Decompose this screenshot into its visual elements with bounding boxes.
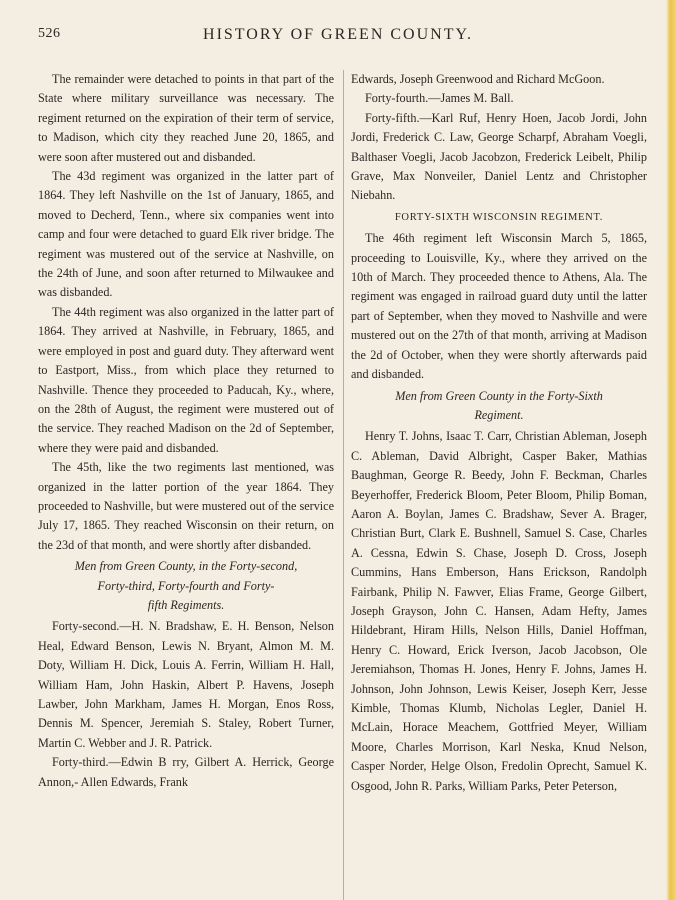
paragraph: The 43d regiment was organized in the latter part of 1864. They left Nashville on the 1st of January, 1865, and moved to Decherd, Tenn., where six companies went into camp and four were detached to guard Elk river bridge. The regiment was mustered out of the service at Nashville, on the 24th of June, and soon after returned to Milwaukee and was disbanded. bbox=[38, 169, 334, 300]
left-column bbox=[38, 70, 334, 792]
subheading-men-42-45 bbox=[38, 557, 334, 615]
right-column bbox=[351, 70, 647, 796]
subheading-line: Men from Green County, in the Forty-second, bbox=[74, 559, 298, 574]
roster-paragraph: Forty-second.—H. N. Bradshaw, E. H. Benson, Nelson Heal, Edward Benson, Lewis N. Bryant, Almon M. M. Doty, William H. Dick, Louis A. Ferrin, William H. Hall, William Ham, John Haskin, Albert P. Havens, Joseph Lawber, John Markham, James H. Morgan, Enos Ross, Dennis M. Spencer, Jeremiah S. Staley, Robert Turner, Martin C. Webber and J. R. Patrick. bbox=[38, 619, 334, 750]
subheading-line: fifth Regiments. bbox=[147, 597, 225, 612]
subheading-line: Forty-third, Forty-fourth and Forty- bbox=[97, 578, 275, 593]
roster-paragraph: Forty-fifth.—Karl Ruf, Henry Hoen, Jacob Jordi, John Jordi, Frederick C. Law, George Scharpf, Abraham Voegli, Balthaser Voegli, Jacob Jacobzon, Frederick Leibelt, Philip Grave, Max Nonveiler, Daniel Lentz and Christopher Niebahn. bbox=[351, 110, 647, 203]
subheading-men-46 bbox=[351, 387, 647, 426]
paragraph-continued: Edwards, Joseph Greenwood and Richard McGoon. bbox=[351, 72, 605, 86]
section-heading: FORTY-SIXTH WISCONSIN REGIMENT. bbox=[394, 211, 604, 223]
running-title: HISTORY OF GREEN COUNTY. bbox=[203, 26, 473, 43]
subheading-line: Regiment. bbox=[474, 407, 524, 422]
paragraph: The 44th regiment was also organized in the latter part of 1864. They arrived at Nashville, in February, 1865, and were employed in post and guard duty. They afterward went to Eastport, Miss., from which place they returned to Nashville. Thence they proceeded to Paducah, Ky., where, on the 28th of August, the regiment were mustered out of the service. They reached Madison on the 2d of September, where they were paid and disbanded. bbox=[38, 304, 334, 455]
roster-paragraph: Henry T. Johns, Isaac T. Carr, Christian Ableman, Joseph C. Ableman, David Albright, Casper Baker, Mathias Baughman, George R. Beedy, John F. Beckman, Charles Beyerhoffer, Frederick Bloom, Peter Bloom, Philip Boman, Aaron A. Boylan, James C. Bradshaw, Sever A. Brager, Christian Burt, Clark E. Bushnell, Samuel S. Case, Charles A. Cessna, Edwin S. Chase, Joseph D. Cross, Joseph Cummins, Hans Emberson, Hans Erickson, Randolph Fairbank, Philip N. Fawver, Elias Frame, George Gilbert, Joseph Grayson, John C. Hansen, Adam Hefty, James Hildebrant, Hiram Hills, Nelson Hills, Daniel Hoffman, Henry C. Howard, Erick Iverson, Jacob Jacobson, Ole Jeremiahson, Thomas H. Jones, Henry F. Johns, James H. Johnson, John Johnson, Lewis Keiser, Joseph Kerr, Jesse Kimble, Thomas Klumb, Nicholas Legler, Daniel H. McLain, Horace Meachem, Gottfried Meyer, William Moore, Charles Morrison, Karl Neska, Knud Nelson, Casper Norder, Helge Olson, Fredolin Oprecht, Samuel K. Osgood, John R. Parks, William Parks, Peter Peterson, bbox=[351, 429, 647, 793]
page-header bbox=[38, 26, 638, 48]
subheading-line: Men from Green County in the Forty-Sixth bbox=[395, 388, 603, 403]
paragraph: The 45th, like the two regiments last mentioned, was organized in the latter portion of the year 1864. They proceeded to Nashville, but were mustered out of the service July 17, 1865. They reached Wisconsin on their return, on the 23d of that month, and were shortly after disbanded. bbox=[38, 460, 334, 552]
page-edge-gilt bbox=[666, 0, 676, 900]
paragraph: The remainder were detached to points in that part of the State where military surveillance was necessary. The regiment returned on the expiration of their term of service, to Madison, which city they reached June 20, 1865, and were soon after mustered out and disbanded. bbox=[38, 72, 334, 164]
paragraph: The 46th regiment left Wisconsin March 5, 1865, proceeding to Louisville, Ky., where they arrived on the 10th of March. They proceeded thence to Athens, Ala. The regiment was engaged in railroad guard duty until the latter part of September, when they moved to Nashville and were mustered out on the 27th of that month, arriving at Madison the 2d of October, when they were shortly afterwards paid and disbanded. bbox=[351, 231, 647, 382]
roster-paragraph: Forty-third.—Edwin B rry, Gilbert A. Herrick, George Annon,- Allen Edwards, Frank bbox=[38, 755, 334, 789]
column-divider bbox=[343, 70, 344, 900]
page-number: 526 bbox=[38, 26, 61, 41]
roster-paragraph: Forty-fourth.—James M. Ball. bbox=[365, 91, 514, 106]
